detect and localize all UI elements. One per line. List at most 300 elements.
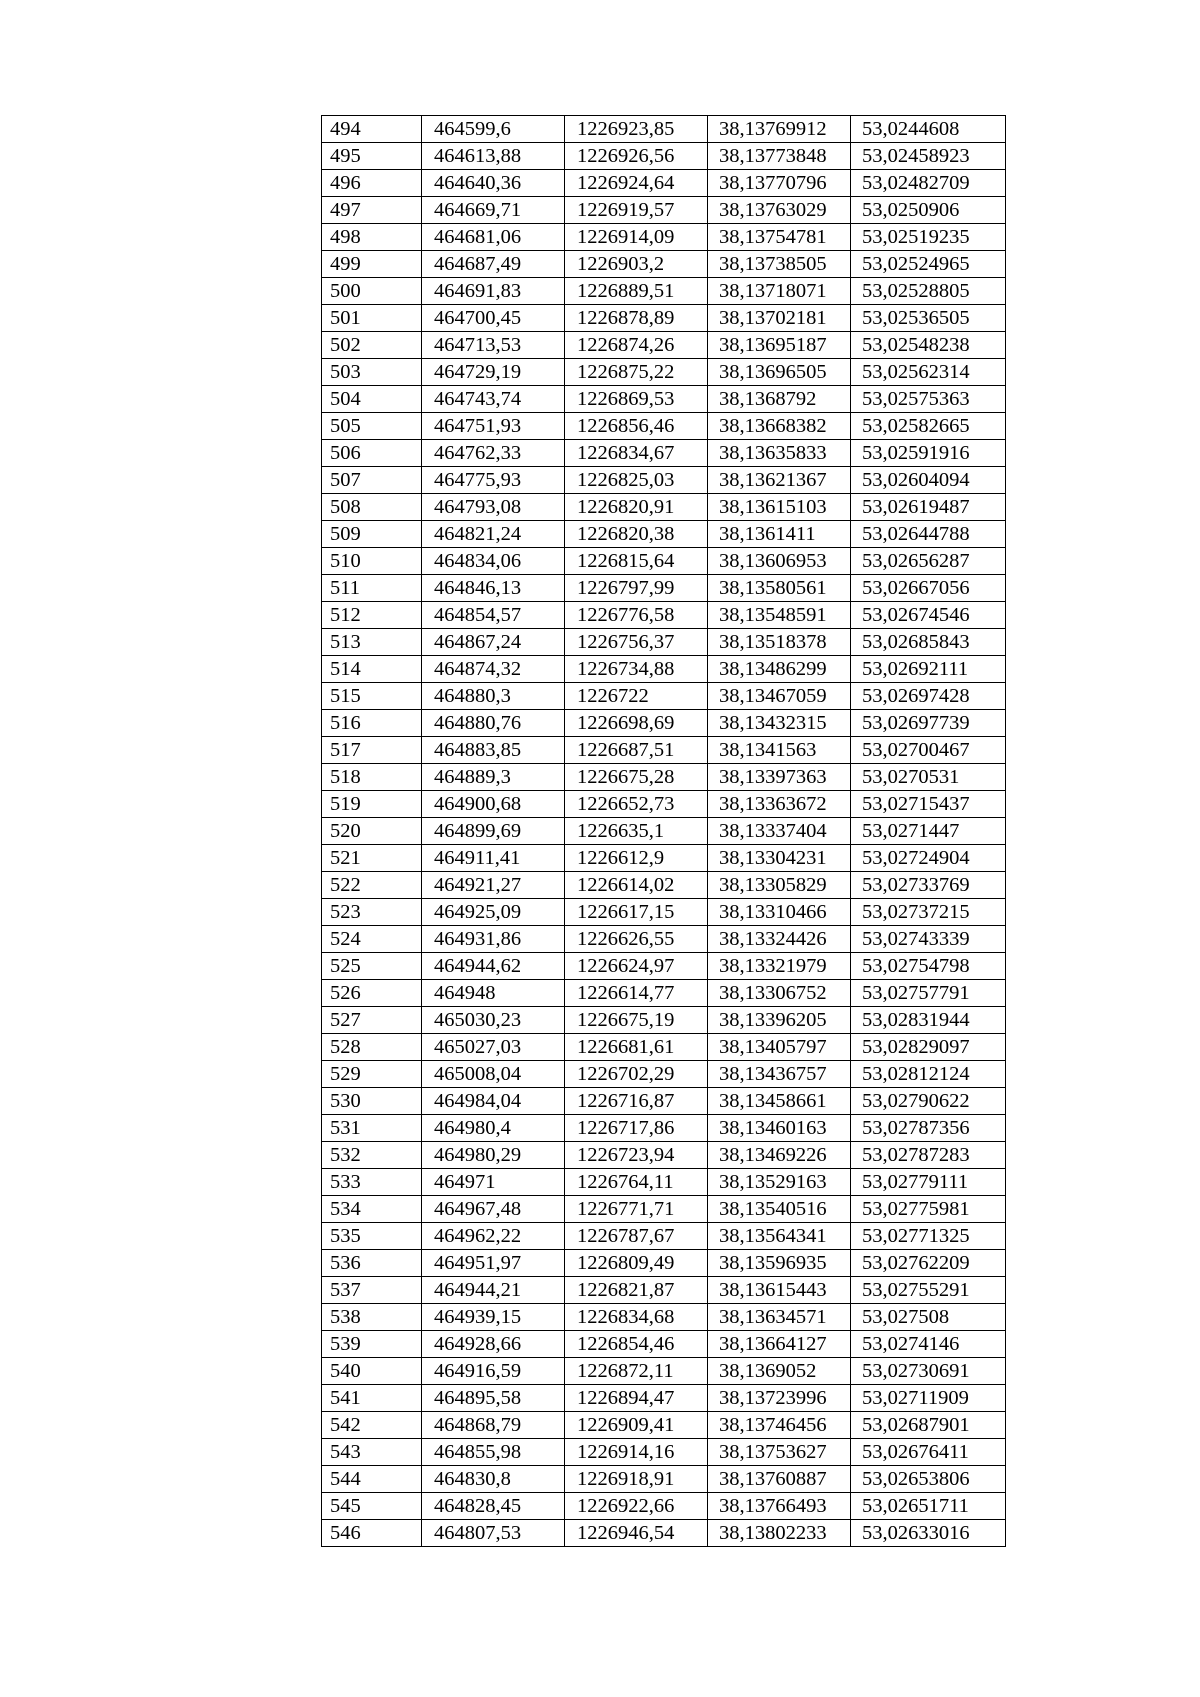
table-row bbox=[322, 1412, 1006, 1439]
table-row bbox=[322, 1250, 1006, 1277]
x-coordinate-cell: 465008,04 bbox=[422, 1061, 565, 1088]
y-coordinate-cell: 1226946,54 bbox=[565, 1520, 708, 1547]
latitude-cell: 53,02676411 bbox=[851, 1439, 1006, 1466]
table-row bbox=[322, 602, 1006, 629]
point-number-cell: 516 bbox=[322, 710, 422, 737]
table-row bbox=[322, 629, 1006, 656]
table-row bbox=[322, 332, 1006, 359]
y-coordinate-cell: 1226675,19 bbox=[565, 1007, 708, 1034]
y-coordinate-cell: 1226909,41 bbox=[565, 1412, 708, 1439]
point-number-cell: 518 bbox=[322, 764, 422, 791]
table-row bbox=[322, 845, 1006, 872]
latitude-cell: 53,0244608 bbox=[851, 116, 1006, 143]
x-coordinate-cell: 464962,22 bbox=[422, 1223, 565, 1250]
longitude-cell: 38,13621367 bbox=[708, 467, 851, 494]
point-number-cell: 513 bbox=[322, 629, 422, 656]
table-row bbox=[322, 278, 1006, 305]
latitude-cell: 53,02733769 bbox=[851, 872, 1006, 899]
longitude-cell: 38,13596935 bbox=[708, 1250, 851, 1277]
longitude-cell: 38,1341563 bbox=[708, 737, 851, 764]
y-coordinate-cell: 1226635,1 bbox=[565, 818, 708, 845]
table-row bbox=[322, 683, 1006, 710]
latitude-cell: 53,02562314 bbox=[851, 359, 1006, 386]
longitude-cell: 38,13718071 bbox=[708, 278, 851, 305]
longitude-cell: 38,13702181 bbox=[708, 305, 851, 332]
table-row bbox=[322, 899, 1006, 926]
table-row bbox=[322, 467, 1006, 494]
latitude-cell: 53,02482709 bbox=[851, 170, 1006, 197]
y-coordinate-cell: 1226874,26 bbox=[565, 332, 708, 359]
latitude-cell: 53,02755291 bbox=[851, 1277, 1006, 1304]
latitude-cell: 53,02591916 bbox=[851, 440, 1006, 467]
x-coordinate-cell: 464939,15 bbox=[422, 1304, 565, 1331]
latitude-cell: 53,02619487 bbox=[851, 494, 1006, 521]
x-coordinate-cell: 464980,29 bbox=[422, 1142, 565, 1169]
y-coordinate-cell: 1226771,71 bbox=[565, 1196, 708, 1223]
longitude-cell: 38,13305829 bbox=[708, 872, 851, 899]
x-coordinate-cell: 464880,76 bbox=[422, 710, 565, 737]
point-number-cell: 512 bbox=[322, 602, 422, 629]
longitude-cell: 38,13606953 bbox=[708, 548, 851, 575]
point-number-cell: 520 bbox=[322, 818, 422, 845]
y-coordinate-cell: 1226675,28 bbox=[565, 764, 708, 791]
x-coordinate-cell: 464944,21 bbox=[422, 1277, 565, 1304]
x-coordinate-cell: 464828,45 bbox=[422, 1493, 565, 1520]
longitude-cell: 38,13460163 bbox=[708, 1115, 851, 1142]
x-coordinate-cell: 464775,93 bbox=[422, 467, 565, 494]
longitude-cell: 38,13766493 bbox=[708, 1493, 851, 1520]
y-coordinate-cell: 1226624,97 bbox=[565, 953, 708, 980]
point-number-cell: 534 bbox=[322, 1196, 422, 1223]
y-coordinate-cell: 1226614,77 bbox=[565, 980, 708, 1007]
latitude-cell: 53,02548238 bbox=[851, 332, 1006, 359]
x-coordinate-cell: 464640,36 bbox=[422, 170, 565, 197]
latitude-cell: 53,02644788 bbox=[851, 521, 1006, 548]
point-number-cell: 499 bbox=[322, 251, 422, 278]
y-coordinate-cell: 1226756,37 bbox=[565, 629, 708, 656]
x-coordinate-cell: 465027,03 bbox=[422, 1034, 565, 1061]
table-row bbox=[322, 1223, 1006, 1250]
longitude-cell: 38,13363672 bbox=[708, 791, 851, 818]
latitude-cell: 53,02524965 bbox=[851, 251, 1006, 278]
point-number-cell: 537 bbox=[322, 1277, 422, 1304]
y-coordinate-cell: 1226815,64 bbox=[565, 548, 708, 575]
point-number-cell: 523 bbox=[322, 899, 422, 926]
table-row bbox=[322, 575, 1006, 602]
point-number-cell: 539 bbox=[322, 1331, 422, 1358]
longitude-cell: 38,13696505 bbox=[708, 359, 851, 386]
x-coordinate-cell: 464928,66 bbox=[422, 1331, 565, 1358]
latitude-cell: 53,02775981 bbox=[851, 1196, 1006, 1223]
longitude-cell: 38,13723996 bbox=[708, 1385, 851, 1412]
point-number-cell: 542 bbox=[322, 1412, 422, 1439]
latitude-cell: 53,02812124 bbox=[851, 1061, 1006, 1088]
point-number-cell: 515 bbox=[322, 683, 422, 710]
longitude-cell: 38,13486299 bbox=[708, 656, 851, 683]
table-row bbox=[322, 143, 1006, 170]
table-row bbox=[322, 251, 1006, 278]
latitude-cell: 53,02575363 bbox=[851, 386, 1006, 413]
longitude-cell: 38,13304231 bbox=[708, 845, 851, 872]
latitude-cell: 53,02674546 bbox=[851, 602, 1006, 629]
table-row bbox=[322, 1115, 1006, 1142]
latitude-cell: 53,02787356 bbox=[851, 1115, 1006, 1142]
point-number-cell: 544 bbox=[322, 1466, 422, 1493]
x-coordinate-cell: 464883,85 bbox=[422, 737, 565, 764]
point-number-cell: 501 bbox=[322, 305, 422, 332]
table-row bbox=[322, 494, 1006, 521]
table-row bbox=[322, 224, 1006, 251]
table-row bbox=[322, 926, 1006, 953]
point-number-cell: 533 bbox=[322, 1169, 422, 1196]
longitude-cell: 38,13635833 bbox=[708, 440, 851, 467]
longitude-cell: 38,13769912 bbox=[708, 116, 851, 143]
y-coordinate-cell: 1226878,89 bbox=[565, 305, 708, 332]
table-row bbox=[322, 1385, 1006, 1412]
y-coordinate-cell: 1226919,57 bbox=[565, 197, 708, 224]
y-coordinate-cell: 1226914,16 bbox=[565, 1439, 708, 1466]
point-number-cell: 502 bbox=[322, 332, 422, 359]
longitude-cell: 38,13458661 bbox=[708, 1088, 851, 1115]
point-number-cell: 540 bbox=[322, 1358, 422, 1385]
point-number-cell: 522 bbox=[322, 872, 422, 899]
x-coordinate-cell: 464687,49 bbox=[422, 251, 565, 278]
table-row bbox=[322, 872, 1006, 899]
y-coordinate-cell: 1226889,51 bbox=[565, 278, 708, 305]
x-coordinate-cell: 464971 bbox=[422, 1169, 565, 1196]
table-row bbox=[322, 359, 1006, 386]
point-number-cell: 497 bbox=[322, 197, 422, 224]
latitude-cell: 53,0271447 bbox=[851, 818, 1006, 845]
x-coordinate-cell: 464900,68 bbox=[422, 791, 565, 818]
latitude-cell: 53,02737215 bbox=[851, 899, 1006, 926]
point-number-cell: 509 bbox=[322, 521, 422, 548]
longitude-cell: 38,13306752 bbox=[708, 980, 851, 1007]
y-coordinate-cell: 1226764,11 bbox=[565, 1169, 708, 1196]
y-coordinate-cell: 1226918,91 bbox=[565, 1466, 708, 1493]
table-row bbox=[322, 1358, 1006, 1385]
point-number-cell: 519 bbox=[322, 791, 422, 818]
point-number-cell: 525 bbox=[322, 953, 422, 980]
y-coordinate-cell: 1226722 bbox=[565, 683, 708, 710]
longitude-cell: 38,13634571 bbox=[708, 1304, 851, 1331]
x-coordinate-cell: 464751,93 bbox=[422, 413, 565, 440]
y-coordinate-cell: 1226717,86 bbox=[565, 1115, 708, 1142]
longitude-cell: 38,13754781 bbox=[708, 224, 851, 251]
table-row bbox=[322, 1034, 1006, 1061]
y-coordinate-cell: 1226787,67 bbox=[565, 1223, 708, 1250]
table-row bbox=[322, 764, 1006, 791]
latitude-cell: 53,02771325 bbox=[851, 1223, 1006, 1250]
longitude-cell: 38,13337404 bbox=[708, 818, 851, 845]
y-coordinate-cell: 1226681,61 bbox=[565, 1034, 708, 1061]
latitude-cell: 53,02787283 bbox=[851, 1142, 1006, 1169]
x-coordinate-cell: 464855,98 bbox=[422, 1439, 565, 1466]
point-number-cell: 546 bbox=[322, 1520, 422, 1547]
latitude-cell: 53,02667056 bbox=[851, 575, 1006, 602]
latitude-cell: 53,0250906 bbox=[851, 197, 1006, 224]
x-coordinate-cell: 464931,86 bbox=[422, 926, 565, 953]
longitude-cell: 38,13310466 bbox=[708, 899, 851, 926]
y-coordinate-cell: 1226854,46 bbox=[565, 1331, 708, 1358]
longitude-cell: 38,13432315 bbox=[708, 710, 851, 737]
y-coordinate-cell: 1226698,69 bbox=[565, 710, 708, 737]
latitude-cell: 53,02528805 bbox=[851, 278, 1006, 305]
y-coordinate-cell: 1226626,55 bbox=[565, 926, 708, 953]
x-coordinate-cell: 464821,24 bbox=[422, 521, 565, 548]
longitude-cell: 38,13615443 bbox=[708, 1277, 851, 1304]
y-coordinate-cell: 1226926,56 bbox=[565, 143, 708, 170]
latitude-cell: 53,02790622 bbox=[851, 1088, 1006, 1115]
longitude-cell: 38,13763029 bbox=[708, 197, 851, 224]
point-number-cell: 504 bbox=[322, 386, 422, 413]
y-coordinate-cell: 1226924,64 bbox=[565, 170, 708, 197]
latitude-cell: 53,02754798 bbox=[851, 953, 1006, 980]
x-coordinate-cell: 464948 bbox=[422, 980, 565, 1007]
longitude-cell: 38,1368792 bbox=[708, 386, 851, 413]
latitude-cell: 53,02697428 bbox=[851, 683, 1006, 710]
latitude-cell: 53,02653806 bbox=[851, 1466, 1006, 1493]
point-number-cell: 528 bbox=[322, 1034, 422, 1061]
longitude-cell: 38,13564341 bbox=[708, 1223, 851, 1250]
table-row bbox=[322, 1439, 1006, 1466]
longitude-cell: 38,13738505 bbox=[708, 251, 851, 278]
point-number-cell: 526 bbox=[322, 980, 422, 1007]
table-row bbox=[322, 1304, 1006, 1331]
x-coordinate-cell: 464762,33 bbox=[422, 440, 565, 467]
x-coordinate-cell: 464729,19 bbox=[422, 359, 565, 386]
latitude-cell: 53,02536505 bbox=[851, 305, 1006, 332]
table-row bbox=[322, 1493, 1006, 1520]
point-number-cell: 494 bbox=[322, 116, 422, 143]
point-number-cell: 503 bbox=[322, 359, 422, 386]
x-coordinate-cell: 464681,06 bbox=[422, 224, 565, 251]
longitude-cell: 38,13467059 bbox=[708, 683, 851, 710]
table-row bbox=[322, 1520, 1006, 1547]
table-row bbox=[322, 737, 1006, 764]
latitude-cell: 53,02829097 bbox=[851, 1034, 1006, 1061]
x-coordinate-cell: 464874,32 bbox=[422, 656, 565, 683]
x-coordinate-cell: 464889,3 bbox=[422, 764, 565, 791]
table-row bbox=[322, 656, 1006, 683]
latitude-cell: 53,02656287 bbox=[851, 548, 1006, 575]
point-number-cell: 507 bbox=[322, 467, 422, 494]
table-row bbox=[322, 1277, 1006, 1304]
point-number-cell: 545 bbox=[322, 1493, 422, 1520]
x-coordinate-cell: 464980,4 bbox=[422, 1115, 565, 1142]
latitude-cell: 53,02779111 bbox=[851, 1169, 1006, 1196]
point-number-cell: 532 bbox=[322, 1142, 422, 1169]
y-coordinate-cell: 1226702,29 bbox=[565, 1061, 708, 1088]
point-number-cell: 495 bbox=[322, 143, 422, 170]
x-coordinate-cell: 464807,53 bbox=[422, 1520, 565, 1547]
latitude-cell: 53,02711909 bbox=[851, 1385, 1006, 1412]
longitude-cell: 38,13753627 bbox=[708, 1439, 851, 1466]
y-coordinate-cell: 1226834,67 bbox=[565, 440, 708, 467]
x-coordinate-cell: 465030,23 bbox=[422, 1007, 565, 1034]
x-coordinate-cell: 464895,58 bbox=[422, 1385, 565, 1412]
table-row bbox=[322, 1142, 1006, 1169]
longitude-cell: 38,13548591 bbox=[708, 602, 851, 629]
y-coordinate-cell: 1226734,88 bbox=[565, 656, 708, 683]
y-coordinate-cell: 1226809,49 bbox=[565, 1250, 708, 1277]
x-coordinate-cell: 464967,48 bbox=[422, 1196, 565, 1223]
latitude-cell: 53,02743339 bbox=[851, 926, 1006, 953]
longitude-cell: 38,13405797 bbox=[708, 1034, 851, 1061]
x-coordinate-cell: 464713,53 bbox=[422, 332, 565, 359]
latitude-cell: 53,02582665 bbox=[851, 413, 1006, 440]
y-coordinate-cell: 1226834,68 bbox=[565, 1304, 708, 1331]
y-coordinate-cell: 1226716,87 bbox=[565, 1088, 708, 1115]
table-row bbox=[322, 980, 1006, 1007]
point-number-cell: 524 bbox=[322, 926, 422, 953]
latitude-cell: 53,02831944 bbox=[851, 1007, 1006, 1034]
table-row bbox=[322, 953, 1006, 980]
x-coordinate-cell: 464867,24 bbox=[422, 629, 565, 656]
x-coordinate-cell: 464911,41 bbox=[422, 845, 565, 872]
point-number-cell: 505 bbox=[322, 413, 422, 440]
x-coordinate-cell: 464899,69 bbox=[422, 818, 565, 845]
point-number-cell: 510 bbox=[322, 548, 422, 575]
x-coordinate-cell: 464854,57 bbox=[422, 602, 565, 629]
x-coordinate-cell: 464743,74 bbox=[422, 386, 565, 413]
table-row bbox=[322, 818, 1006, 845]
table-row bbox=[322, 1466, 1006, 1493]
point-number-cell: 541 bbox=[322, 1385, 422, 1412]
longitude-cell: 38,13802233 bbox=[708, 1520, 851, 1547]
latitude-cell: 53,02692111 bbox=[851, 656, 1006, 683]
longitude-cell: 38,13668382 bbox=[708, 413, 851, 440]
table-row bbox=[322, 521, 1006, 548]
table-row bbox=[322, 1061, 1006, 1088]
longitude-cell: 38,13746456 bbox=[708, 1412, 851, 1439]
table-row bbox=[322, 305, 1006, 332]
latitude-cell: 53,02697739 bbox=[851, 710, 1006, 737]
y-coordinate-cell: 1226820,91 bbox=[565, 494, 708, 521]
y-coordinate-cell: 1226797,99 bbox=[565, 575, 708, 602]
longitude-cell: 38,13324426 bbox=[708, 926, 851, 953]
y-coordinate-cell: 1226820,38 bbox=[565, 521, 708, 548]
point-number-cell: 530 bbox=[322, 1088, 422, 1115]
point-number-cell: 506 bbox=[322, 440, 422, 467]
point-number-cell: 508 bbox=[322, 494, 422, 521]
latitude-cell: 53,02685843 bbox=[851, 629, 1006, 656]
x-coordinate-cell: 464868,79 bbox=[422, 1412, 565, 1439]
longitude-cell: 38,13321979 bbox=[708, 953, 851, 980]
longitude-cell: 38,13615103 bbox=[708, 494, 851, 521]
x-coordinate-cell: 464830,8 bbox=[422, 1466, 565, 1493]
longitude-cell: 38,1369052 bbox=[708, 1358, 851, 1385]
point-number-cell: 538 bbox=[322, 1304, 422, 1331]
point-number-cell: 511 bbox=[322, 575, 422, 602]
y-coordinate-cell: 1226869,53 bbox=[565, 386, 708, 413]
y-coordinate-cell: 1226856,46 bbox=[565, 413, 708, 440]
x-coordinate-cell: 464916,59 bbox=[422, 1358, 565, 1385]
latitude-cell: 53,02757791 bbox=[851, 980, 1006, 1007]
x-coordinate-cell: 464793,08 bbox=[422, 494, 565, 521]
table-row bbox=[322, 791, 1006, 818]
latitude-cell: 53,02700467 bbox=[851, 737, 1006, 764]
x-coordinate-cell: 464834,06 bbox=[422, 548, 565, 575]
latitude-cell: 53,02715437 bbox=[851, 791, 1006, 818]
y-coordinate-cell: 1226723,94 bbox=[565, 1142, 708, 1169]
table-row bbox=[322, 1088, 1006, 1115]
point-number-cell: 517 bbox=[322, 737, 422, 764]
x-coordinate-cell: 464599,6 bbox=[422, 116, 565, 143]
y-coordinate-cell: 1226914,09 bbox=[565, 224, 708, 251]
y-coordinate-cell: 1226776,58 bbox=[565, 602, 708, 629]
table-row bbox=[322, 1169, 1006, 1196]
longitude-cell: 38,13580561 bbox=[708, 575, 851, 602]
y-coordinate-cell: 1226872,11 bbox=[565, 1358, 708, 1385]
latitude-cell: 53,02762209 bbox=[851, 1250, 1006, 1277]
y-coordinate-cell: 1226894,47 bbox=[565, 1385, 708, 1412]
point-number-cell: 529 bbox=[322, 1061, 422, 1088]
table-row bbox=[322, 710, 1006, 737]
y-coordinate-cell: 1226821,87 bbox=[565, 1277, 708, 1304]
y-coordinate-cell: 1226617,15 bbox=[565, 899, 708, 926]
point-number-cell: 496 bbox=[322, 170, 422, 197]
point-number-cell: 536 bbox=[322, 1250, 422, 1277]
longitude-cell: 38,13540516 bbox=[708, 1196, 851, 1223]
y-coordinate-cell: 1226825,03 bbox=[565, 467, 708, 494]
table-row bbox=[322, 413, 1006, 440]
x-coordinate-cell: 464691,83 bbox=[422, 278, 565, 305]
y-coordinate-cell: 1226875,22 bbox=[565, 359, 708, 386]
y-coordinate-cell: 1226612,9 bbox=[565, 845, 708, 872]
x-coordinate-cell: 464700,45 bbox=[422, 305, 565, 332]
x-coordinate-cell: 464944,62 bbox=[422, 953, 565, 980]
table-row bbox=[322, 548, 1006, 575]
latitude-cell: 53,02687901 bbox=[851, 1412, 1006, 1439]
longitude-cell: 38,13760887 bbox=[708, 1466, 851, 1493]
point-number-cell: 500 bbox=[322, 278, 422, 305]
x-coordinate-cell: 464951,97 bbox=[422, 1250, 565, 1277]
longitude-cell: 38,13518378 bbox=[708, 629, 851, 656]
y-coordinate-cell: 1226652,73 bbox=[565, 791, 708, 818]
latitude-cell: 53,02724904 bbox=[851, 845, 1006, 872]
y-coordinate-cell: 1226922,66 bbox=[565, 1493, 708, 1520]
latitude-cell: 53,02519235 bbox=[851, 224, 1006, 251]
longitude-cell: 38,1361411 bbox=[708, 521, 851, 548]
coordinates-table bbox=[321, 115, 1006, 1547]
latitude-cell: 53,02730691 bbox=[851, 1358, 1006, 1385]
latitude-cell: 53,02651711 bbox=[851, 1493, 1006, 1520]
longitude-cell: 38,13469226 bbox=[708, 1142, 851, 1169]
longitude-cell: 38,13773848 bbox=[708, 143, 851, 170]
longitude-cell: 38,13695187 bbox=[708, 332, 851, 359]
latitude-cell: 53,0274146 bbox=[851, 1331, 1006, 1358]
y-coordinate-cell: 1226903,2 bbox=[565, 251, 708, 278]
latitude-cell: 53,02633016 bbox=[851, 1520, 1006, 1547]
point-number-cell: 527 bbox=[322, 1007, 422, 1034]
longitude-cell: 38,13396205 bbox=[708, 1007, 851, 1034]
table-row bbox=[322, 1196, 1006, 1223]
table-row bbox=[322, 1007, 1006, 1034]
table-row bbox=[322, 1331, 1006, 1358]
point-number-cell: 521 bbox=[322, 845, 422, 872]
table-row bbox=[322, 386, 1006, 413]
table-body bbox=[322, 116, 1006, 1547]
table-row bbox=[322, 197, 1006, 224]
point-number-cell: 535 bbox=[322, 1223, 422, 1250]
point-number-cell: 531 bbox=[322, 1115, 422, 1142]
latitude-cell: 53,02458923 bbox=[851, 143, 1006, 170]
latitude-cell: 53,02604094 bbox=[851, 467, 1006, 494]
x-coordinate-cell: 464669,71 bbox=[422, 197, 565, 224]
point-number-cell: 514 bbox=[322, 656, 422, 683]
x-coordinate-cell: 464984,04 bbox=[422, 1088, 565, 1115]
